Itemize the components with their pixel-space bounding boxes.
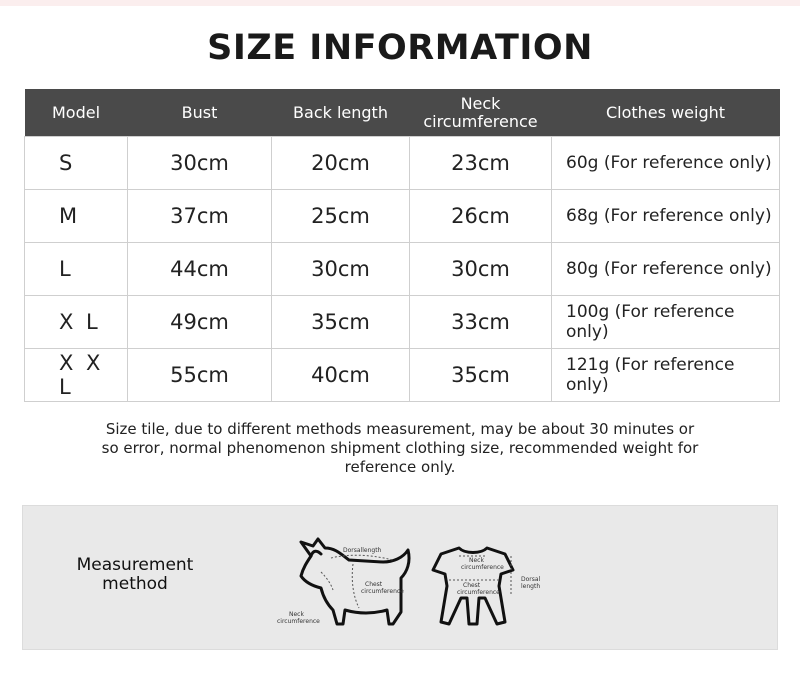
cell-model: X L — [25, 296, 128, 349]
cell-weight: 121g (For reference only) — [552, 349, 780, 402]
cell-neck: 30cm — [410, 243, 552, 296]
measurement-label: Measurement method — [76, 555, 194, 594]
garment-neck-label-2: circumference — [461, 564, 504, 571]
measurement-panel — [22, 505, 778, 650]
cell-weight: 68g (For reference only) — [552, 190, 780, 243]
table-row — [25, 137, 780, 190]
cell-model: X X L — [25, 349, 128, 402]
cell-back-length: 30cm — [272, 243, 410, 296]
garment-dorsal-label-1: Dorsal — [521, 576, 541, 583]
cell-bust: 49cm — [128, 296, 272, 349]
size-note: Size tile, due to different methods measurement, may be about 30 minutes or so error, normal phenomenon shipment clothing size, recommended weight for reference only. — [101, 420, 699, 476]
cell-weight: 100g (For reference only) — [552, 296, 780, 349]
garment-chest-label-1: Chest — [463, 582, 481, 589]
table-row — [25, 190, 780, 243]
cell-back-length: 35cm — [272, 296, 410, 349]
dog-dorsal-label: Dorsallength — [343, 547, 382, 554]
garment-neck-label-1: Neck — [469, 557, 484, 564]
cell-bust: 30cm — [128, 137, 272, 190]
page-title: SIZE INFORMATION — [207, 28, 593, 68]
cell-bust: 55cm — [128, 349, 272, 402]
cell-bust: 44cm — [128, 243, 272, 296]
cell-weight: 80g (For reference only) — [552, 243, 780, 296]
header-bust: Bust — [128, 89, 272, 137]
cell-neck: 35cm — [410, 349, 552, 402]
cell-bust: 37cm — [128, 190, 272, 243]
cell-weight: 60g (For reference only) — [552, 137, 780, 190]
size-table — [24, 89, 780, 402]
table-row — [25, 296, 780, 349]
cell-back-length: 20cm — [272, 137, 410, 190]
dog-chest-label-2: circumference — [361, 588, 404, 595]
table-row — [25, 243, 780, 296]
table-row — [25, 349, 780, 402]
cell-back-length: 25cm — [272, 190, 410, 243]
dog-neck-label-2: circumference — [277, 618, 320, 625]
cell-model: L — [25, 243, 128, 296]
header-model: Model — [25, 89, 128, 137]
header-clothes-weight: Clothes weight — [552, 89, 780, 137]
cell-model: M — [25, 190, 128, 243]
cell-neck: 26cm — [410, 190, 552, 243]
garment-dorsal-label-2: length — [521, 583, 541, 590]
header-neck-text: Neck circumference — [423, 93, 538, 131]
dog-chest-label-1: Chest — [365, 581, 383, 588]
table-header-row — [25, 89, 780, 137]
cell-neck: 23cm — [410, 137, 552, 190]
cell-neck: 33cm — [410, 296, 552, 349]
header-neck-circumference — [410, 89, 552, 137]
cell-back-length: 40cm — [272, 349, 410, 402]
garment-chest-label-2: circumference — [457, 589, 500, 596]
header-back-length: Back length — [272, 89, 410, 137]
cell-model: S — [25, 137, 128, 190]
measurement-diagram — [273, 524, 573, 639]
top-band — [0, 0, 800, 6]
dog-neck-label-1: Neck — [289, 611, 304, 618]
